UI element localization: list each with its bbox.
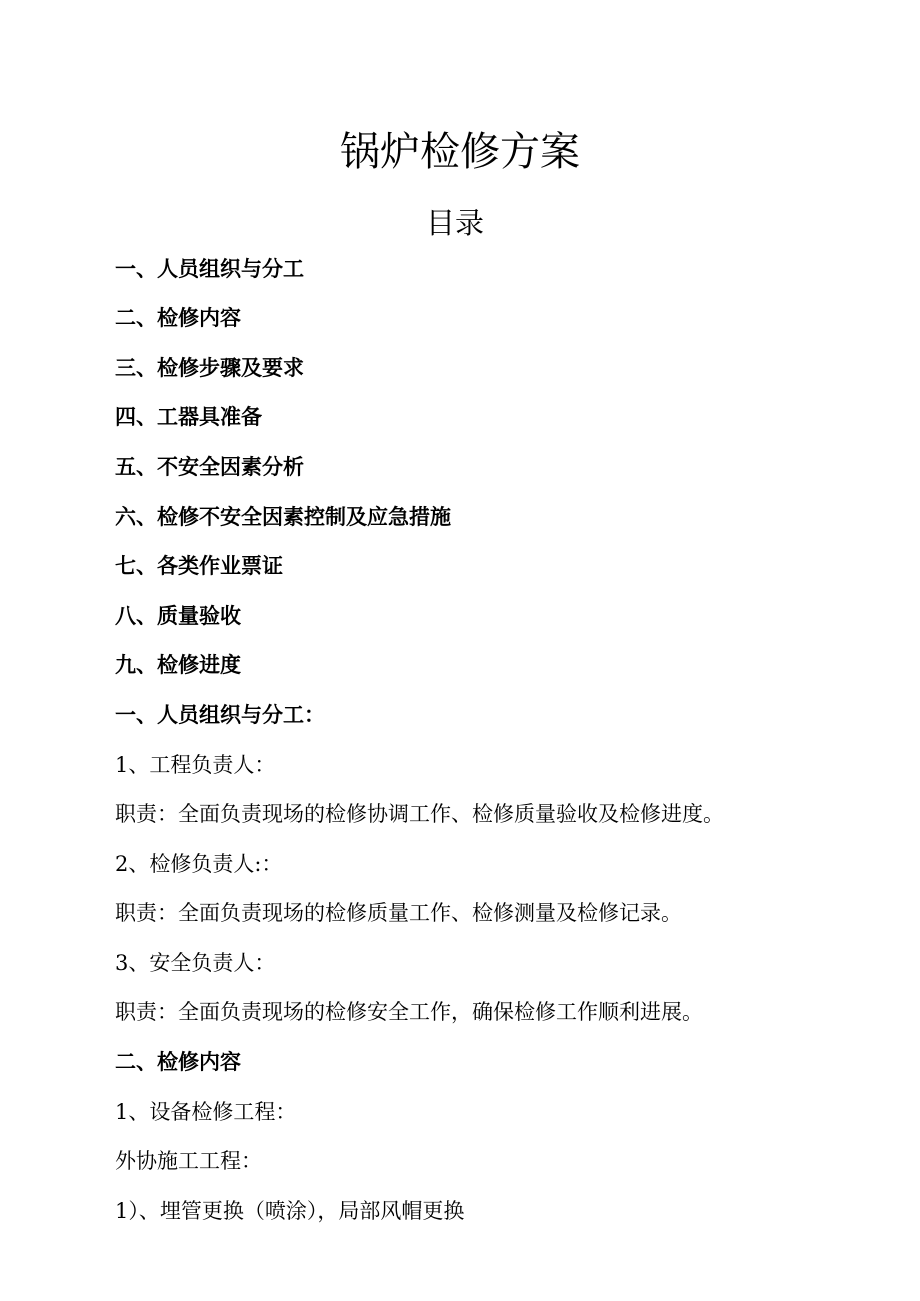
toc-item: 五、不安全因素分析 xyxy=(115,455,304,479)
toc-heading: 目录 xyxy=(425,206,484,240)
paragraph: 外协施工工程： xyxy=(115,1149,262,1173)
toc-item: 四、工器具准备 xyxy=(115,405,262,429)
toc-item: 八、质量验收 xyxy=(115,604,241,628)
paragraph: 3、安全负责人： xyxy=(115,951,276,975)
section-heading: 二、检修内容 xyxy=(115,1050,241,1074)
section-heading: 一、人员组织与分工： xyxy=(115,703,325,727)
toc-item: 七、各类作业票证 xyxy=(115,554,283,578)
paragraph: 1、工程负责人： xyxy=(115,753,276,777)
paragraph: 职责：全面负责现场的检修安全工作，确保检修工作顺利进展。 xyxy=(115,1000,703,1024)
document-title: 锅炉检修方案 xyxy=(340,129,580,175)
paragraph: 职责：全面负责现场的检修质量工作、检修测量及检修记录。 xyxy=(115,901,682,925)
toc-item: 三、检修步骤及要求 xyxy=(115,356,304,380)
toc-item: 一、人员组织与分工 xyxy=(115,257,304,281)
toc-item: 六、检修不安全因素控制及应急措施 xyxy=(115,505,451,529)
toc-item: 二、检修内容 xyxy=(115,306,241,330)
paragraph: 职责：全面负责现场的检修协调工作、检修质量验收及检修进度。 xyxy=(115,802,724,826)
paragraph: 2、检修负责人:： xyxy=(115,852,283,876)
paragraph: 1）、埋管更换（喷涂），局部风帽更换 xyxy=(115,1199,465,1223)
paragraph: 1、设备检修工程： xyxy=(115,1100,297,1124)
toc-item: 九、检修进度 xyxy=(115,653,241,677)
